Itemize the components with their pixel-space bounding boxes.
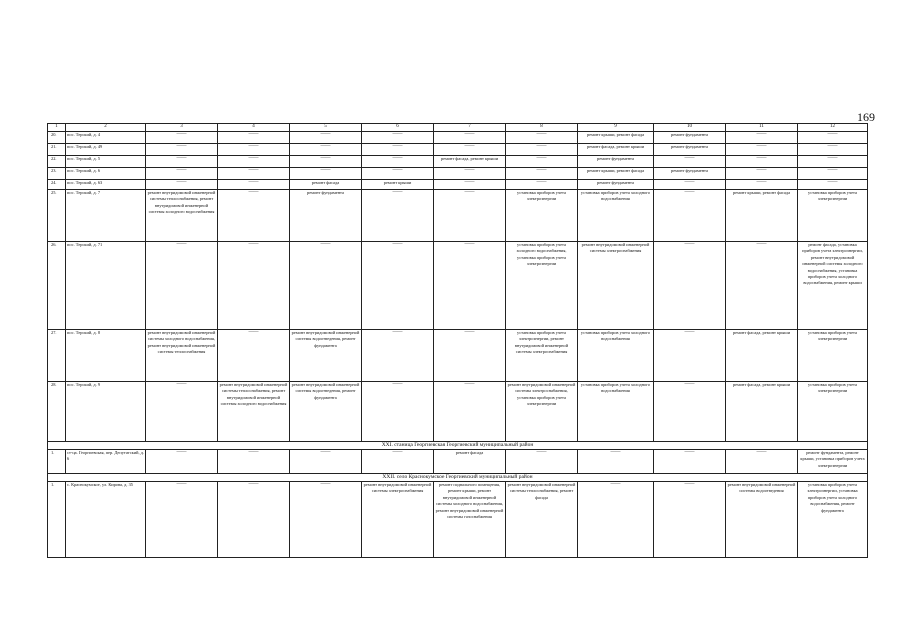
work-cell — [726, 450, 798, 474]
row-number: 20. — [48, 132, 66, 144]
work-cell: установка приборов учета электроэнергии, ремонт внутридомовой инженерной системы электроснабжения — [506, 330, 578, 382]
work-cell: ремонт внутридомовой инженерной системы электроснабжения, установка приборов учета электроэнергии — [506, 382, 578, 442]
empty-dash: —— — [536, 168, 547, 173]
header-row — [48, 124, 868, 132]
empty-dash: —— — [684, 450, 695, 455]
empty-dash: —— — [827, 144, 838, 149]
empty-dash: —— — [320, 242, 331, 247]
empty-dash: —— — [684, 382, 695, 387]
work-cell: ремонт фасада, установка приборов учета электроэнергии, ремонт внутридомовой инженерной системы холодного водоснабжения, установка приборов учета холодного водоснабжения, ремонт крыши — [798, 242, 868, 330]
work-cell — [506, 144, 578, 156]
work-cell: установка приборов учета электроэнергии — [798, 190, 868, 242]
empty-dash: —— — [827, 156, 838, 161]
empty-dash: —— — [756, 242, 767, 247]
row-number: 24. — [48, 180, 66, 190]
work-cell: ремонт крыши, ремонт фасада — [726, 190, 798, 242]
empty-dash: —— — [320, 156, 331, 161]
empty-dash: —— — [248, 482, 259, 487]
table-row — [48, 330, 868, 382]
work-cell — [218, 156, 290, 168]
work-cell: установка приборов учета электроэнергии — [506, 190, 578, 242]
work-cell: ремонт внутридомовой инженерной системы водоотведения, ремонт фундамента — [290, 330, 362, 382]
section-header-row — [48, 474, 868, 482]
work-cell — [434, 330, 506, 382]
column-number: 8 — [506, 124, 578, 132]
empty-dash: —— — [464, 180, 475, 185]
empty-dash: —— — [756, 180, 767, 185]
empty-dash: —— — [248, 180, 259, 185]
work-cell — [434, 382, 506, 442]
address: пос. Терский, д. 5 — [66, 156, 146, 168]
empty-dash: —— — [684, 180, 695, 185]
work-cell — [146, 242, 218, 330]
work-cell: установка приборов учета электроэнергии, установка приборов учета холодного водоснабжения, ремонт фундамента — [798, 482, 868, 558]
row-number: 1. — [48, 450, 66, 474]
work-cell — [362, 190, 434, 242]
empty-dash: —— — [684, 330, 695, 335]
empty-dash: —— — [536, 132, 547, 137]
empty-dash: —— — [464, 144, 475, 149]
empty-dash: —— — [756, 168, 767, 173]
page-number: 169 — [857, 110, 875, 124]
work-cell — [218, 330, 290, 382]
address: пос. Терский, д. 71 — [66, 242, 146, 330]
table-row — [48, 132, 868, 144]
work-cell — [434, 144, 506, 156]
column-number: 6 — [362, 124, 434, 132]
work-cell: ремонт фундамента — [654, 144, 726, 156]
work-cell — [290, 156, 362, 168]
empty-dash: —— — [756, 144, 767, 149]
work-cell — [146, 132, 218, 144]
work-cell: установка приборов учета холодного водоснабжения — [578, 382, 654, 442]
empty-dash: —— — [320, 450, 331, 455]
work-cell: установка приборов учета холодного водоснабжения, установка приборов учета электроэнергии — [506, 242, 578, 330]
work-cell — [218, 190, 290, 242]
work-cell — [218, 132, 290, 144]
work-cell — [726, 168, 798, 180]
work-cell — [218, 180, 290, 190]
work-cell — [506, 450, 578, 474]
empty-dash: —— — [464, 382, 475, 387]
empty-dash: —— — [392, 132, 403, 137]
empty-dash: —— — [176, 168, 187, 173]
empty-dash: —— — [464, 330, 475, 335]
work-cell — [726, 132, 798, 144]
work-cell — [146, 482, 218, 558]
work-cell: установка приборов учета холодного водоснабжения — [578, 330, 654, 382]
empty-dash: —— — [536, 156, 547, 161]
empty-dash: —— — [248, 132, 259, 137]
work-cell — [654, 482, 726, 558]
table-row — [48, 168, 868, 180]
work-cell: установка приборов учета холодного водоснабжения — [578, 190, 654, 242]
work-cell — [654, 242, 726, 330]
empty-dash: —— — [827, 168, 838, 173]
work-cell — [578, 450, 654, 474]
work-cell — [726, 156, 798, 168]
empty-dash: —— — [536, 144, 547, 149]
work-cell — [290, 242, 362, 330]
work-cell — [654, 382, 726, 442]
work-cell — [726, 180, 798, 190]
empty-dash: —— — [176, 156, 187, 161]
address: ст-ца. Георгиевская, пер. Депутатский, д. 6 — [66, 450, 146, 474]
column-number: 3 — [146, 124, 218, 132]
address: пос. Терский, д. 8 — [66, 330, 146, 382]
empty-dash: —— — [464, 168, 475, 173]
address: пос. Терский, д. 6 — [66, 168, 146, 180]
address: пос. Терский, д. 63 — [66, 180, 146, 190]
empty-dash: —— — [684, 242, 695, 247]
work-cell: ремонт подвального помещения, ремонт крыши, ремонт внутридомовой инженерной системы холодного водоснабжения, ремонт внутридомовой инженерной системы газоснабжения — [434, 482, 506, 558]
section-title: XXII. село Краснокумское Георгиевский муниципальный район — [48, 474, 868, 482]
address: пос. Терский, д. 4 — [66, 132, 146, 144]
work-cell: ремонт внутридомовой инженерной системы электроснабжения — [578, 242, 654, 330]
work-cell — [798, 144, 868, 156]
work-cell — [146, 156, 218, 168]
row-number: 23. — [48, 168, 66, 180]
column-number: 5 — [290, 124, 362, 132]
work-cell — [506, 180, 578, 190]
work-cell: ремонт фундамента — [654, 168, 726, 180]
column-number: 10 — [654, 124, 726, 132]
work-cell — [146, 144, 218, 156]
work-cell — [362, 132, 434, 144]
row-number: 26. — [48, 242, 66, 330]
address: пос. Терский, д. 9 — [66, 382, 146, 442]
work-cell: ремонт внутридомовой инженерной системы водоотведения — [726, 482, 798, 558]
empty-dash: —— — [464, 242, 475, 247]
empty-dash: —— — [248, 190, 259, 195]
work-cell — [218, 450, 290, 474]
empty-dash: —— — [610, 450, 621, 455]
column-number: 11 — [726, 124, 798, 132]
row-number: 22. — [48, 156, 66, 168]
work-cell — [146, 168, 218, 180]
empty-dash: —— — [392, 450, 403, 455]
empty-dash: —— — [248, 156, 259, 161]
work-cell: ремонт фундамента, ремонт крыши, установка приборов учета электроэнергии — [798, 450, 868, 474]
work-cell — [434, 190, 506, 242]
empty-dash: —— — [756, 156, 767, 161]
empty-dash: —— — [827, 180, 838, 185]
work-cell — [362, 156, 434, 168]
work-cell — [362, 450, 434, 474]
work-cell — [798, 156, 868, 168]
empty-dash: —— — [392, 242, 403, 247]
work-cell: ремонт фасада, ремонт крыши — [434, 156, 506, 168]
row-number: 25. — [48, 190, 66, 242]
column-number: 9 — [578, 124, 654, 132]
work-cell — [654, 330, 726, 382]
repair-schedule-table — [47, 123, 868, 558]
empty-dash: —— — [248, 242, 259, 247]
column-number: 12 — [798, 124, 868, 132]
empty-dash: —— — [176, 242, 187, 247]
address: пос. Терский, д. 7 — [66, 190, 146, 242]
work-cell — [218, 482, 290, 558]
empty-dash: —— — [756, 450, 767, 455]
empty-dash: —— — [392, 156, 403, 161]
table-row — [48, 180, 868, 190]
work-cell — [434, 180, 506, 190]
work-cell — [290, 168, 362, 180]
work-cell: ремонт фундамента — [290, 190, 362, 242]
address: пос. Терский, д. 49 — [66, 144, 146, 156]
work-cell: ремонт фундамента — [578, 180, 654, 190]
empty-dash: —— — [176, 132, 187, 137]
empty-dash: —— — [320, 144, 331, 149]
work-cell: ремонт внутридомовой инженерной системы холодного водоснабжения, ремонт внутридомовой инженерной системы теплоснабжения — [146, 330, 218, 382]
work-cell — [362, 242, 434, 330]
address: с. Краснокумское, ул. Кирова, д. 35 — [66, 482, 146, 558]
work-cell — [654, 190, 726, 242]
work-cell — [798, 168, 868, 180]
empty-dash: —— — [684, 190, 695, 195]
work-cell — [654, 180, 726, 190]
empty-dash: —— — [320, 132, 331, 137]
work-cell — [434, 132, 506, 144]
empty-dash: —— — [320, 482, 331, 487]
empty-dash: —— — [392, 144, 403, 149]
empty-dash: —— — [392, 168, 403, 173]
work-cell: ремонт крыши, ремонт фасада — [578, 132, 654, 144]
work-cell — [506, 132, 578, 144]
work-cell — [290, 132, 362, 144]
table-row — [48, 382, 868, 442]
work-cell — [578, 482, 654, 558]
work-cell: ремонт внутридомовой инженерной системы электроснабжения — [362, 482, 434, 558]
work-cell — [146, 180, 218, 190]
work-cell — [362, 168, 434, 180]
column-number: 7 — [434, 124, 506, 132]
work-cell — [726, 242, 798, 330]
column-number: 4 — [218, 124, 290, 132]
work-cell — [218, 242, 290, 330]
work-cell — [218, 168, 290, 180]
empty-dash: —— — [464, 132, 475, 137]
work-cell — [290, 450, 362, 474]
empty-dash: —— — [684, 482, 695, 487]
work-cell — [726, 144, 798, 156]
table-row — [48, 156, 868, 168]
table-row — [48, 450, 868, 474]
work-cell — [434, 242, 506, 330]
empty-dash: —— — [536, 450, 547, 455]
work-cell — [434, 168, 506, 180]
row-number: 27. — [48, 330, 66, 382]
table-row — [48, 144, 868, 156]
work-cell: установка приборов учета электроэнергии — [798, 382, 868, 442]
work-cell: ремонт фундамента — [578, 156, 654, 168]
work-cell — [218, 144, 290, 156]
work-cell: ремонт внутридомовой инженерной системы теплоснабжения, ремонт фасада — [506, 482, 578, 558]
empty-dash: —— — [248, 168, 259, 173]
table-row — [48, 190, 868, 242]
empty-dash: —— — [756, 132, 767, 137]
work-cell: ремонт фасада, ремонт крыши — [726, 330, 798, 382]
row-number: 1. — [48, 482, 66, 558]
section-header-row — [48, 442, 868, 450]
work-cell — [362, 144, 434, 156]
empty-dash: —— — [392, 330, 403, 335]
work-cell — [506, 156, 578, 168]
work-cell: установка приборов учета электроэнергии — [798, 330, 868, 382]
work-cell: ремонт внутридомовой инженерной системы теплоснабжения, ремонт внутридомовой инженерной системы холодного водоснабжения — [146, 190, 218, 242]
work-cell — [362, 330, 434, 382]
section-title: XXI. станица Георгиевская Георгиевский муниципальный район — [48, 442, 868, 450]
empty-dash: —— — [392, 190, 403, 195]
work-cell — [146, 450, 218, 474]
table-row — [48, 482, 868, 558]
empty-dash: —— — [248, 450, 259, 455]
work-cell: ремонт крыши — [362, 180, 434, 190]
empty-dash: —— — [176, 180, 187, 185]
work-cell — [506, 168, 578, 180]
column-number: 2 — [66, 124, 146, 132]
work-cell: ремонт внутридомовой инженерной системы водоотведения, ремонт фундамента — [290, 382, 362, 442]
empty-dash: —— — [248, 144, 259, 149]
work-cell: ремонт фасада — [434, 450, 506, 474]
work-cell: ремонт внутридомовой инженерной системы теплоснабжения, ремонт внутридомовой инженерной системы холодного водоснабжения — [218, 382, 290, 442]
work-cell: ремонт фасада — [290, 180, 362, 190]
work-cell — [654, 156, 726, 168]
work-cell — [654, 450, 726, 474]
work-cell: ремонт фундамента — [654, 132, 726, 144]
empty-dash: —— — [464, 190, 475, 195]
empty-dash: —— — [176, 144, 187, 149]
work-cell — [798, 180, 868, 190]
empty-dash: —— — [610, 482, 621, 487]
work-cell: ремонт фасада, ремонт крыши — [726, 382, 798, 442]
row-number: 28. — [48, 382, 66, 442]
empty-dash: —— — [684, 156, 695, 161]
table-row — [48, 242, 868, 330]
work-cell — [798, 132, 868, 144]
empty-dash: —— — [827, 132, 838, 137]
empty-dash: —— — [536, 180, 547, 185]
empty-dash: —— — [176, 450, 187, 455]
column-number: 1 — [48, 124, 66, 132]
work-cell: ремонт фасада, ремонт крыши — [578, 144, 654, 156]
empty-dash: —— — [392, 382, 403, 387]
work-cell — [290, 482, 362, 558]
work-cell: ремонт крыши, ремонт фасада — [578, 168, 654, 180]
empty-dash: —— — [248, 330, 259, 335]
work-cell — [146, 382, 218, 442]
empty-dash: —— — [176, 482, 187, 487]
work-cell — [290, 144, 362, 156]
empty-dash: —— — [176, 382, 187, 387]
empty-dash: —— — [320, 168, 331, 173]
work-cell — [362, 382, 434, 442]
row-number: 21. — [48, 144, 66, 156]
